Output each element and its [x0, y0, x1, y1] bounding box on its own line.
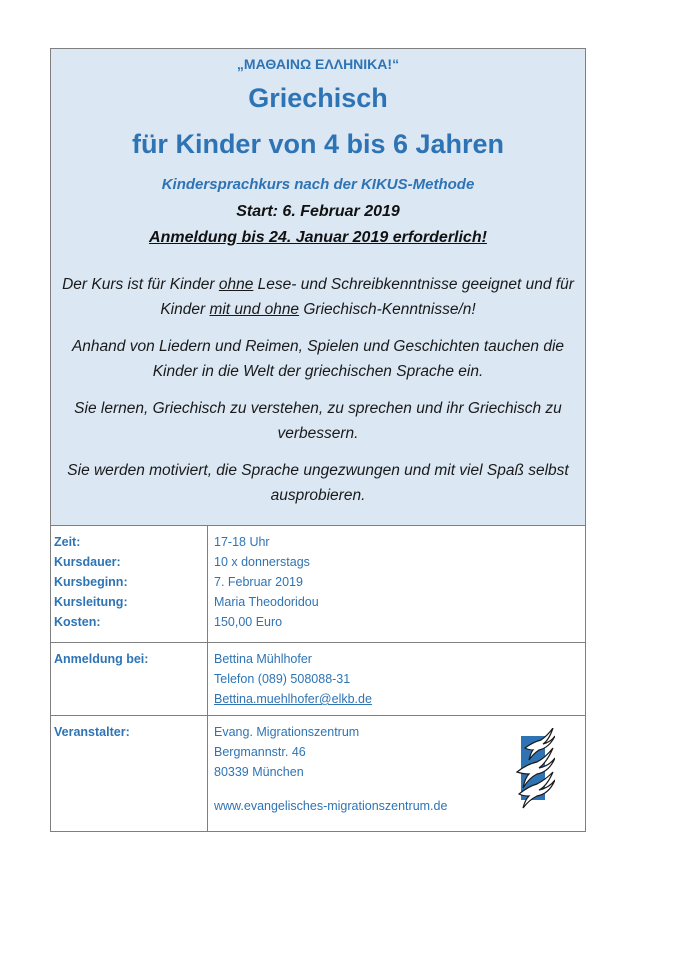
title-audience: für Kinder von 4 bis 6 Jahren — [131, 129, 505, 159]
contact-phone: Telefon (089) 508088-31 — [214, 672, 351, 686]
registration-row — [51, 643, 585, 716]
contact-name: Bettina Mühlhofer — [214, 652, 312, 666]
flyer-header — [51, 49, 585, 526]
details-labels — [51, 526, 208, 642]
registration-label: Anmeldung bei: — [51, 643, 208, 715]
value-kursbeginn: 7. Februar 2019 — [214, 575, 303, 589]
registration-values — [208, 643, 585, 715]
contact-email-link[interactable]: Bettina.muehlhofer@elkb.de — [214, 692, 372, 706]
value-kosten: 150,00 Euro — [214, 615, 283, 629]
organizer-website: www.evangelisches-migrationszentrum.de — [214, 799, 448, 813]
flyer-sheet — [50, 48, 586, 832]
value-kursdauer: 10 x donnerstags — [214, 555, 310, 569]
title-language: Griechisch — [248, 83, 388, 113]
description-paragraph-3: Sie lernen, Griechisch zu verstehen, zu sprechen und ihr Griechisch zu verbessern. — [74, 400, 562, 442]
details-values — [208, 526, 585, 642]
description-text: Griechisch-Kenntnisse/n! — [299, 301, 476, 318]
label-kosten: Kosten: — [54, 615, 101, 629]
organizer-values — [208, 716, 585, 831]
migration-center-logo-icon — [515, 728, 555, 810]
value-kursleitung: Maria Theodoridou — [214, 595, 319, 609]
description-paragraph-2: Anhand von Liedern und Reimen, Spielen und Geschichten tauchen die Kinder in die Welt der griechischen Sprache ein. — [71, 338, 565, 380]
organizer-name: Evang. Migrationszentrum — [214, 725, 360, 739]
course-description — [51, 272, 585, 508]
organizer-row — [51, 716, 585, 831]
details-row — [51, 526, 585, 643]
organizer-street: Bergmannstr. 46 — [214, 745, 306, 759]
course-method: Kindersprachkurs nach der KIKUS-Methode — [161, 176, 475, 193]
organizer-label: Veranstalter: — [51, 716, 208, 831]
description-text: Der Kurs ist für Kinder — [62, 276, 219, 293]
label-kursbeginn: Kursbeginn: — [54, 575, 128, 589]
label-kursdauer: Kursdauer: — [54, 555, 121, 569]
label-kursleitung: Kursleitung: — [54, 595, 128, 609]
emphasis-mit-und-ohne: mit und ohne — [209, 301, 300, 318]
greek-kicker: „ΜΑΘΑΙΝΩ ΕΛΛΗΝΙΚΑ!“ — [236, 56, 400, 72]
description-text: Lese- und Schreibkenntnisse geeignet und für Kinder — [160, 276, 574, 318]
description-paragraph-1 — [61, 272, 575, 322]
value-zeit: 17-18 Uhr — [214, 535, 270, 549]
organizer-city: 80339 München — [214, 765, 304, 779]
emphasis-ohne: ohne — [218, 276, 254, 293]
description-paragraph-4: Sie werden motiviert, die Sprache ungezwungen und mit viel Spaß selbst ausprobieren. — [67, 462, 569, 504]
label-zeit: Zeit: — [54, 535, 81, 549]
start-date: Start: 6. Februar 2019 — [236, 203, 400, 220]
registration-deadline: Anmeldung bis 24. Januar 2019 erforderlich! — [149, 229, 487, 246]
